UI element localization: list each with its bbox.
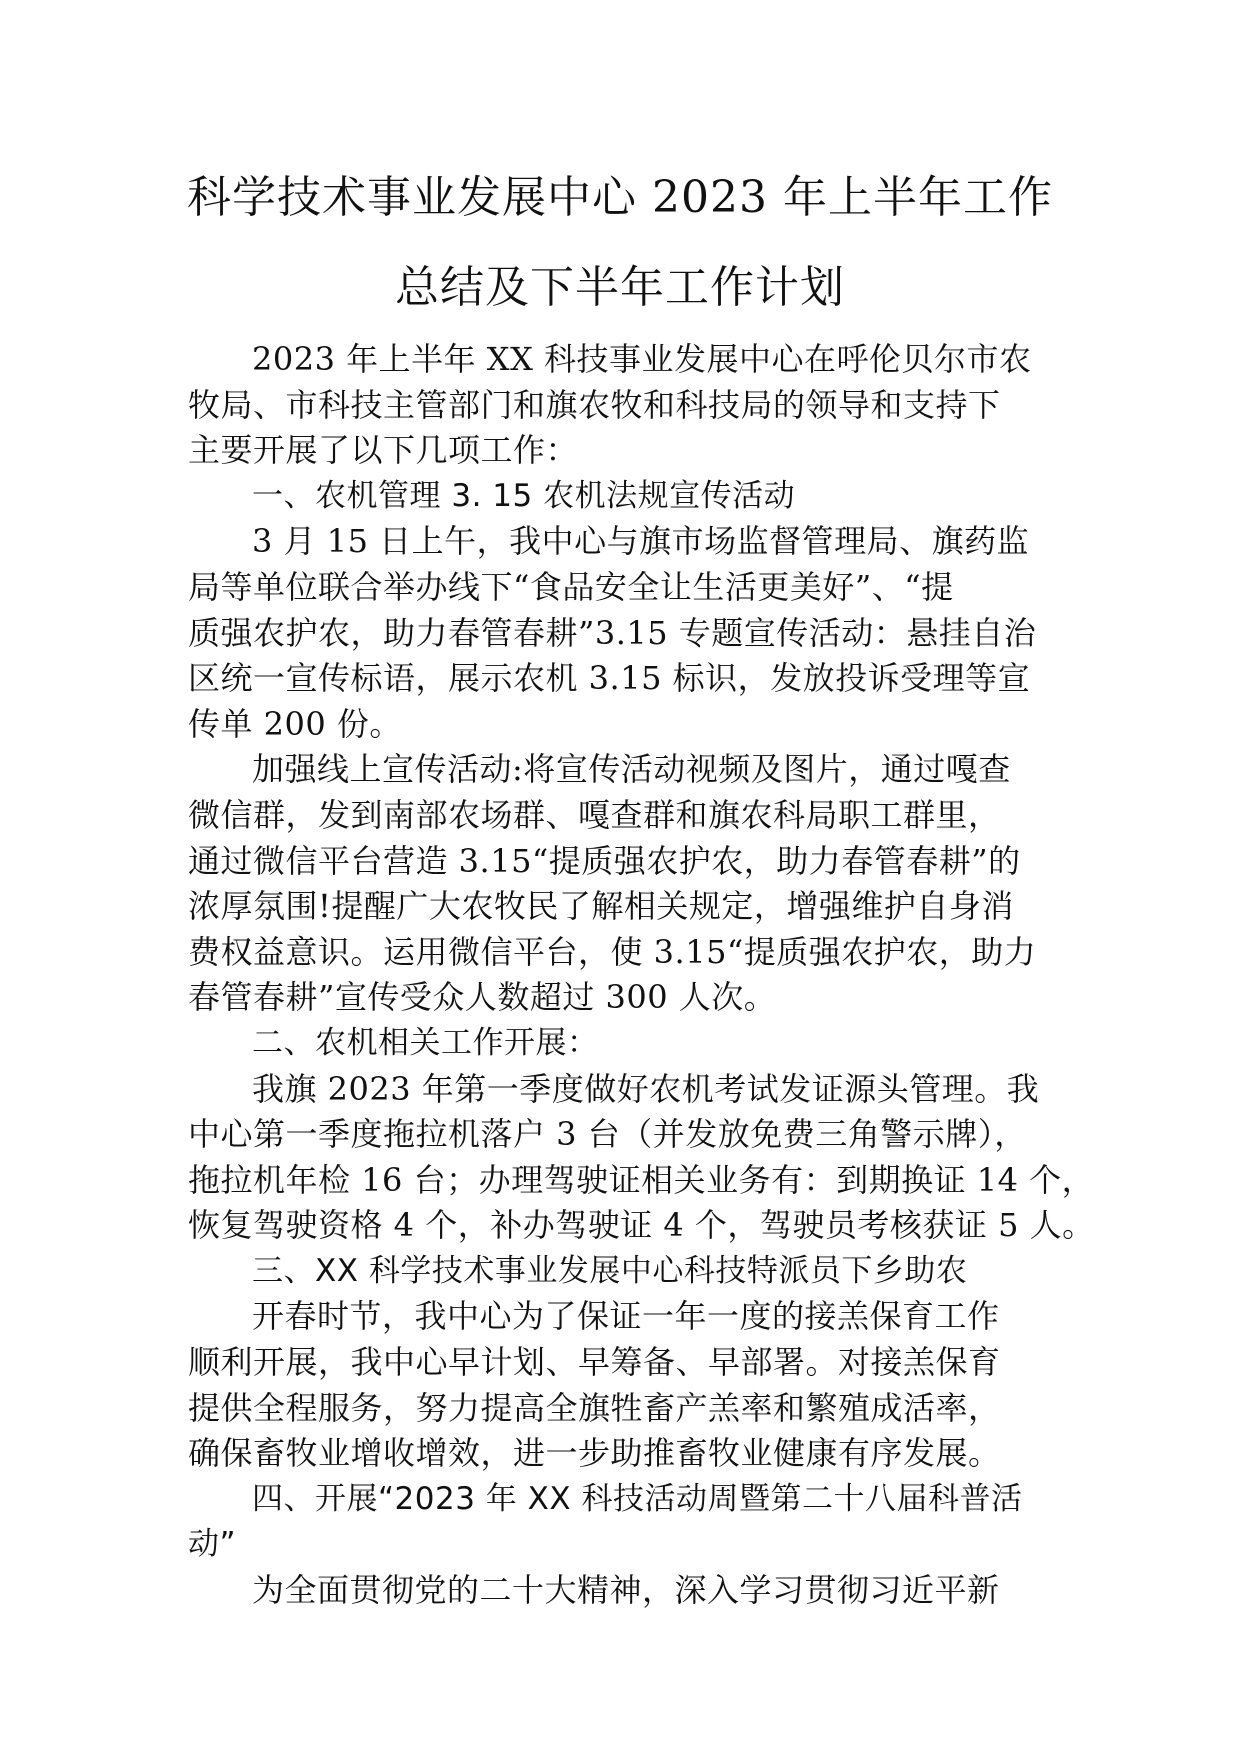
section-heading-2: 二、农机相关工作开展： xyxy=(252,1024,599,1061)
body-line: 恢复驾驶资格 4 个，补办驾驶证 4 个，驾驶员考核获证 5 人。 xyxy=(188,1206,1095,1245)
section-heading-3: 三、XX 科学技术事业发展中心科技特派员下乡助农 xyxy=(252,1252,968,1289)
document-body xyxy=(188,337,1095,1614)
body-line: 质强农护农，助力春管春耕”3.15 专题宣传活动：悬挂自治 xyxy=(188,613,1037,652)
body-line: 我旗 2023 年第一季度做好农机考试发证源头管理。我 xyxy=(252,1069,1040,1108)
body-line: 春管春耕”宣传受众人数超过 300 人次。 xyxy=(188,978,777,1017)
body-line: 顺利开展，我中心早计划、早筹备、早部署。对接羔保育 xyxy=(188,1343,1001,1382)
section-heading-4-continued: 动” xyxy=(188,1526,237,1563)
body-line: 微信群，发到南部农场群、嘎查群和旗农科局职工群里， xyxy=(188,795,1001,834)
section-heading-1: 一、农机管理 3. 15 农机法规宣传活动 xyxy=(252,477,796,514)
body-line: 牧局、市科技主管部门和旗农牧和科技局的领导和支持下 xyxy=(188,385,1001,424)
body-line: 确保畜牧业增收增效，进一步助推畜牧业健康有序发展。 xyxy=(188,1434,1001,1473)
body-line: 费权益意识。运用微信平台，使 3.15“提质强农护农，助力 xyxy=(188,932,1037,971)
document-title-line-2: 总结及下半年工作计划 xyxy=(395,262,845,313)
body-line: 加强线上宣传活动:将宣传活动视频及图片，通过嘎查 xyxy=(252,750,1011,789)
document-title-line-1: 科学技术事业发展中心 2023 年上半年工作 xyxy=(187,172,1053,223)
body-line: 局等单位联合举办线下“食品安全让生活更美好”、“提 xyxy=(188,567,954,606)
body-line: 拖拉机年检 16 台；办理驾驶证相关业务有：到期换证 14 个， xyxy=(188,1160,1095,1199)
section-heading-4: 四、开展“2023 年 XX 科技活动周暨第二十八届科普活 xyxy=(252,1480,1023,1517)
body-line: 传单 200 份。 xyxy=(188,704,402,743)
body-line: 为全面贯彻党的二十大精神，深入学习贯彻习近平新 xyxy=(252,1571,1000,1610)
body-line: 主要开展了以下几项工作： xyxy=(188,431,579,470)
body-line: 浓厚氛围!提醒广大农牧民了解相关规定，增强维护自身消 xyxy=(188,887,1014,926)
body-line: 2023 年上半年 XX 科技事业发展中心在呼伦贝尔市农 xyxy=(252,340,1032,378)
body-line: 区统一宣传标语，展示农机 3.15 标识，发放投诉受理等宣 xyxy=(188,659,1031,698)
body-line: 提供全程服务，努力提高全旗牲畜产羔率和繁殖成活率， xyxy=(188,1388,1001,1427)
body-line: 通过微信平台营造 3.15“提质强农护农，助力春管春耕”的 xyxy=(188,841,1021,880)
body-line: 3 月 15 日上午，我中心与旗市场监督管理局、旗药监 xyxy=(252,522,1030,561)
body-line: 开春时节，我中心为了保证一年一度的接羔保育工作 xyxy=(252,1297,1000,1336)
body-line: 中心第一季度拖拉机落户 3 台（并发放免费三角警示牌）， xyxy=(188,1115,1027,1154)
